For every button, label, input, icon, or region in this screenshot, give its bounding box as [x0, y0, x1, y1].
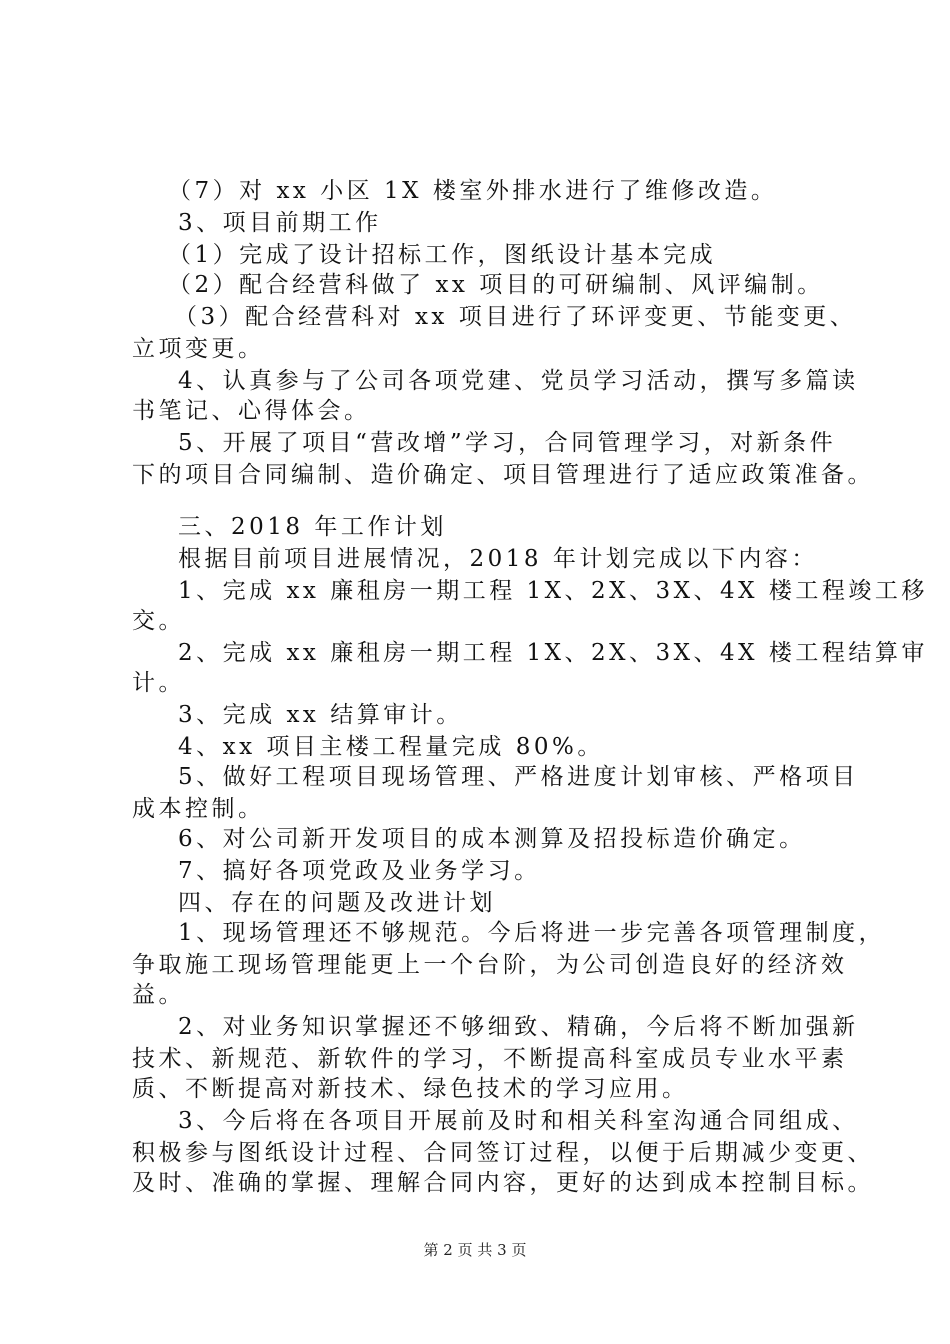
text-line: 7、搞好各项党政及业务学习。 [178, 858, 541, 884]
text-line: （7）对 xx 小区 1X 楼室外排水进行了维修改造。 [168, 178, 778, 204]
section-heading: 四、存在的问题及改进计划 [178, 890, 496, 916]
text-line: 积极参与图纸设计过程、合同签订过程，以便于后期减少变更、 [132, 1140, 874, 1166]
text-line: 3、完成 xx 结算审计。 [178, 702, 463, 728]
text-line: 下的项目合同编制、造价确定、项目管理进行了适应政策准备。 [132, 462, 874, 488]
text-line: 3、今后将在各项目开展前及时和相关科室沟通合同组成、 [178, 1108, 859, 1134]
text-line: 1、现场管理还不够规范。今后将进一步完善各项管理制度， [178, 920, 886, 946]
text-line: 5、开展了项目“营改增”学习，合同管理学习，对新条件 [178, 430, 837, 456]
text-line: 2、完成 xx 廉租房一期工程 1X、2X、3X、4X 楼工程结算审 [178, 640, 928, 666]
text-line: 4、认真参与了公司各项党建、党员学习活动，撰写多篇读 [178, 368, 859, 394]
text-line: 计。 [132, 670, 185, 696]
text-line: （3）配合经营科对 xx 项目进行了环评变更、节能变更、 [174, 304, 857, 330]
text-line: 争取施工现场管理能更上一个台阶，为公司创造良好的经济效 [132, 952, 848, 978]
text-line: 书笔记、心得体会。 [132, 398, 371, 424]
text-line: 4、xx 项目主楼工程量完成 80%。 [178, 734, 604, 760]
section-heading: 3、项目前期工作 [178, 210, 382, 236]
text-line: 1、完成 xx 廉租房一期工程 1X、2X、3X、4X 楼工程竣工移 [178, 578, 928, 604]
text-line: 6、对公司新开发项目的成本测算及招投标造价确定。 [178, 826, 806, 852]
text-line: 交。 [132, 608, 185, 634]
text-line: 根据目前项目进展情况，2018 年计划完成以下内容： [178, 546, 818, 572]
text-line: 益。 [132, 982, 185, 1008]
text-line: 成本控制。 [132, 796, 265, 822]
text-line: 立项变更。 [132, 336, 265, 362]
text-line: （2）配合经营科做了 xx 项目的可研编制、风评编制。 [168, 272, 824, 298]
section-heading: 三、2018 年工作计划 [178, 514, 447, 540]
text-line: 2、对业务知识掌握还不够细致、精确，今后将不断加强新 [178, 1014, 859, 1040]
text-line: 及时、准确的掌握、理解合同内容，更好的达到成本控制目标。 [132, 1170, 874, 1196]
text-line: （1）完成了设计招标工作，图纸设计基本完成 [168, 242, 717, 268]
text-line: 5、做好工程项目现场管理、严格进度计划审核、严格项目 [178, 764, 859, 790]
text-line: 技术、新规范、新软件的学习，不断提高科室成员专业水平素 [132, 1046, 848, 1072]
text-line: 质、不断提高对新技术、绿色技术的学习应用。 [132, 1076, 689, 1102]
page-number-footer: 第 2 页 共 3 页 [423, 1241, 527, 1259]
